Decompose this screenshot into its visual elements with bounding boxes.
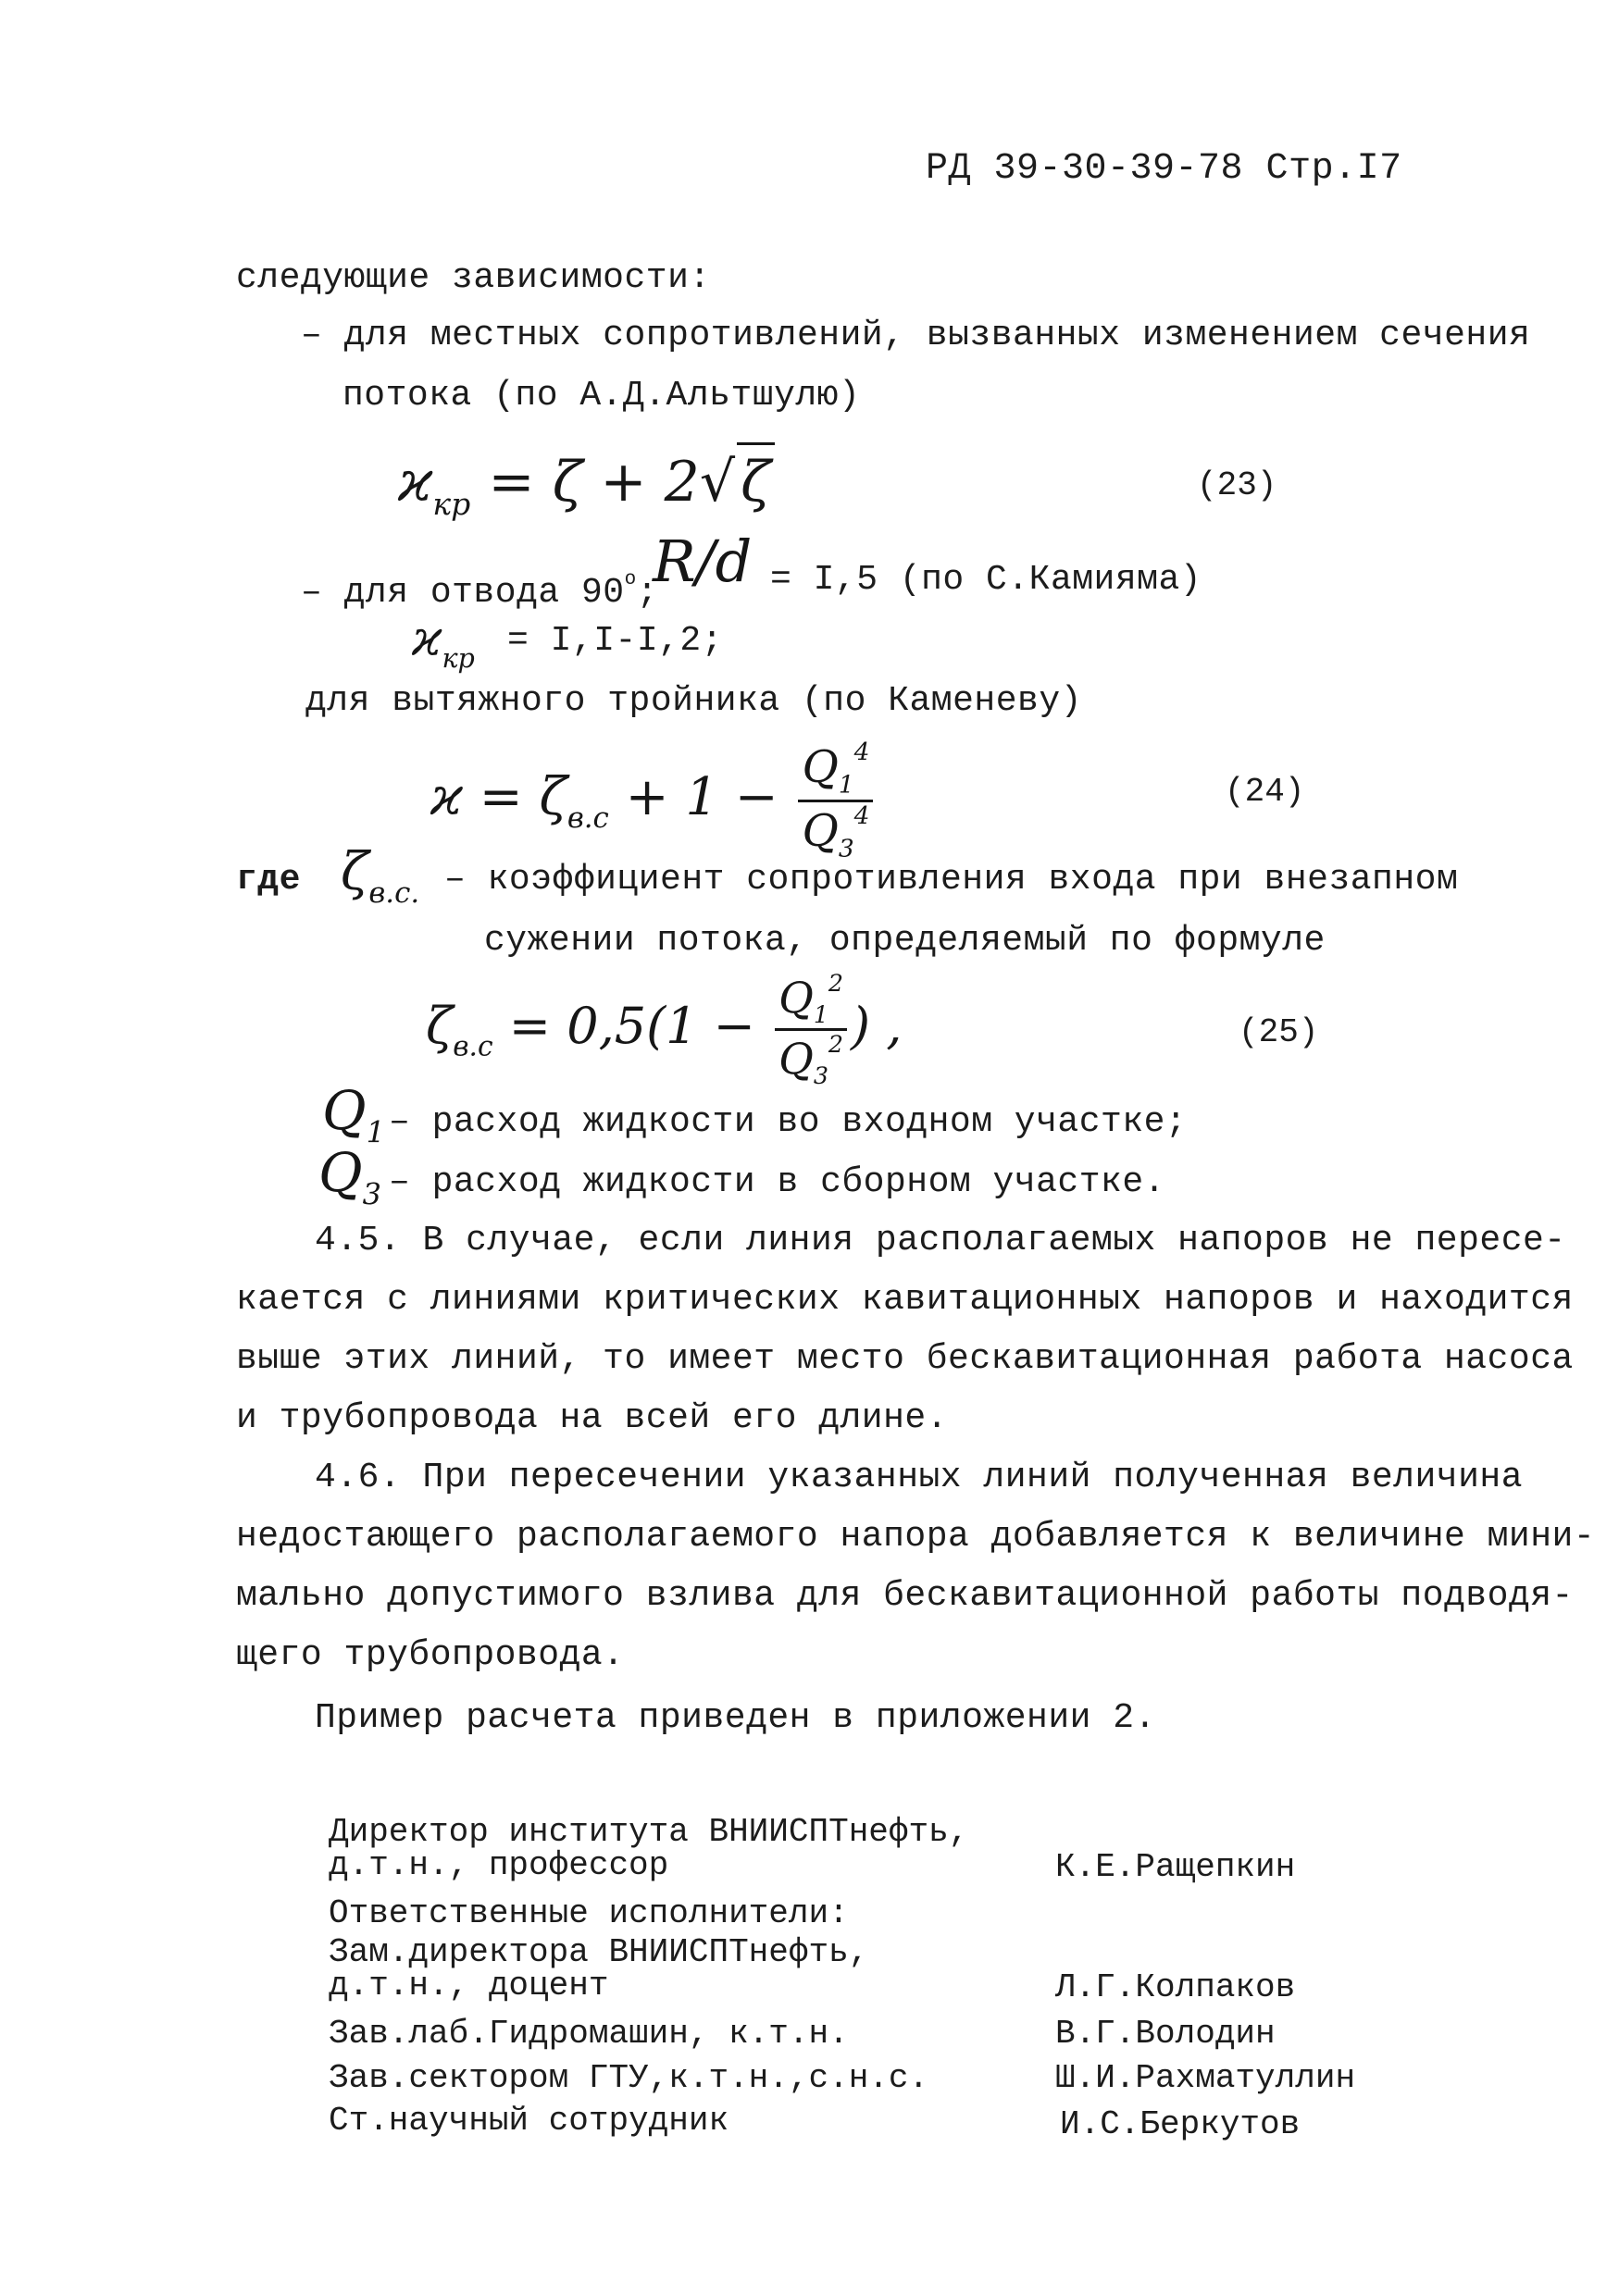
sig-r3-right: Л.Г.Колпаков xyxy=(1055,1968,1296,2006)
eq25-mid: = 0,5(1 − xyxy=(508,996,755,1055)
kr-subscript: кр xyxy=(432,485,471,522)
zeta-symbol: ζ xyxy=(552,450,583,515)
sig-r3-left-2: д.т.н., доцент xyxy=(329,1967,609,2004)
example-note: Пример расчета приведен в приложении 2. xyxy=(315,1698,1156,1738)
equation-25 xyxy=(426,972,902,1088)
para-4-6-line3: мально допустимого взлива для бескавитационной работы подводя- xyxy=(236,1576,1574,1616)
sig-r3-left-1: Зам.директора ВНИИСПТнефть, xyxy=(329,1933,869,1971)
para-4-5-line4: и трубопровода на всей его длине. xyxy=(236,1398,949,1438)
sig-r5-left: Зав.сектором ГТУ,к.т.н.,с.н.с. xyxy=(329,2059,929,2097)
numerator: $Q_1^4$ xyxy=(798,740,873,802)
page-header: РД 39-30-39-78 Стр.I7 xyxy=(926,148,1402,190)
eq24-lhs: ϰ = xyxy=(430,767,540,828)
para-4-6-line4: щего трубопровода. xyxy=(236,1635,625,1675)
kr-subscript: кр xyxy=(442,641,475,674)
sig-r2-left: Ответственные исполнители: xyxy=(329,1894,849,1932)
bc-subscript: в.с xyxy=(453,1030,493,1063)
kappa-symbol: ϰ xyxy=(398,450,433,515)
zeta-symbol: ζ xyxy=(539,767,567,828)
q3-description: – расход жидкости в сборном участке. xyxy=(389,1162,1165,1202)
sig-r1-left-2: д.т.н., профессор xyxy=(329,1846,669,1884)
numerator: $Q_1^2$ xyxy=(775,972,847,1031)
fraction-q1-q3-sq xyxy=(775,972,847,1088)
equation-number-25: (25) xyxy=(1239,1013,1319,1051)
sqrt-sign: √ xyxy=(699,450,736,515)
para-4-6-line1: 4.6. При пересечении указанных линий полученная величина xyxy=(315,1458,1524,1497)
equals-sign: = xyxy=(488,450,535,515)
sig-r4-right: В.Г.Володин xyxy=(1055,2015,1276,2053)
sig-r6-left: Ст.научный сотрудник xyxy=(329,2102,729,2140)
item3-text: для вытяжного тройника (по Каменеву) xyxy=(305,681,1082,721)
sig-r1-right: К.Е.Ращепкин xyxy=(1055,1848,1296,1886)
sig-r1-left-1: Директор института ВНИИСПТнефть, xyxy=(329,1813,969,1851)
para-4-6-line2: недостающего располагаемого напора добавляется к величине мини- xyxy=(236,1517,1596,1557)
ratio-r-d: R/d xyxy=(653,527,753,595)
fraction-q1-q3 xyxy=(798,740,873,862)
item2-suffix: = I,5 (по С.Камияма) xyxy=(770,560,1202,600)
sqrt-zeta: ζ xyxy=(737,442,775,519)
sig-r5-right: Ш.И.Рахматуллин xyxy=(1055,2059,1356,2097)
equation-number-23: (23) xyxy=(1197,466,1277,504)
denominator: $Q_3^2$ xyxy=(778,1031,844,1090)
where-desc-line1: – коэффициент сопротивления входа при внезапном xyxy=(444,860,1459,900)
sig-r4-left: Зав.лаб.Гидромашин, к.т.н. xyxy=(329,2015,849,2053)
para-4-5-line3: выше этих линий, то имеет место бескавитационная работа насоса xyxy=(236,1339,1574,1379)
kappa-symbol: ϰ xyxy=(412,612,442,667)
equation-24 xyxy=(430,740,877,862)
q1-symbol: $Q_1$ xyxy=(322,1079,385,1150)
plus-two: + 2 xyxy=(600,450,700,515)
intro-text: следующие зависимости: xyxy=(236,258,711,298)
item2-semicolon: ; xyxy=(636,572,658,613)
item2-prefix: – для отвода 90 xyxy=(301,572,625,613)
equation-23 xyxy=(398,442,775,541)
para-4-5-line2: кается с линиями критических кавитационных напоров и находится xyxy=(236,1280,1574,1320)
item1-line1: – для местных сопротивлений, вызванных изменением сечения xyxy=(301,316,1531,355)
item2-line xyxy=(301,559,658,614)
sig-r6-right: И.С.Беркутов xyxy=(1060,2105,1301,2143)
item1-line2: потока (по А.Д.Альтшулю) xyxy=(342,376,861,416)
zeta-symbol: ζ xyxy=(426,996,454,1055)
degree-sign: о xyxy=(624,569,637,590)
eq25-end: ) , xyxy=(851,996,903,1055)
kappa-kr-label xyxy=(412,607,475,690)
q3-symbol: $Q_3$ xyxy=(318,1141,381,1212)
where-word: где xyxy=(236,860,301,900)
denominator: $Q_3^4$ xyxy=(802,801,870,863)
q1-description: – расход жидкости во входном участке; xyxy=(389,1102,1188,1142)
zeta-bc-symbol: $\zeta_{в.с.}$ xyxy=(341,842,420,910)
para-4-5-line1: 4.5. В случае, если линия располагаемых напоров не пересе- xyxy=(315,1221,1566,1260)
where-desc-line2: сужении потока, определяемый по формуле xyxy=(484,921,1326,961)
bc-subscript: в.с xyxy=(567,800,609,835)
eq24-mid: + 1 − xyxy=(625,767,778,828)
item2-value: = I,I-I,2; xyxy=(507,621,724,661)
equation-number-24: (24) xyxy=(1225,773,1305,811)
